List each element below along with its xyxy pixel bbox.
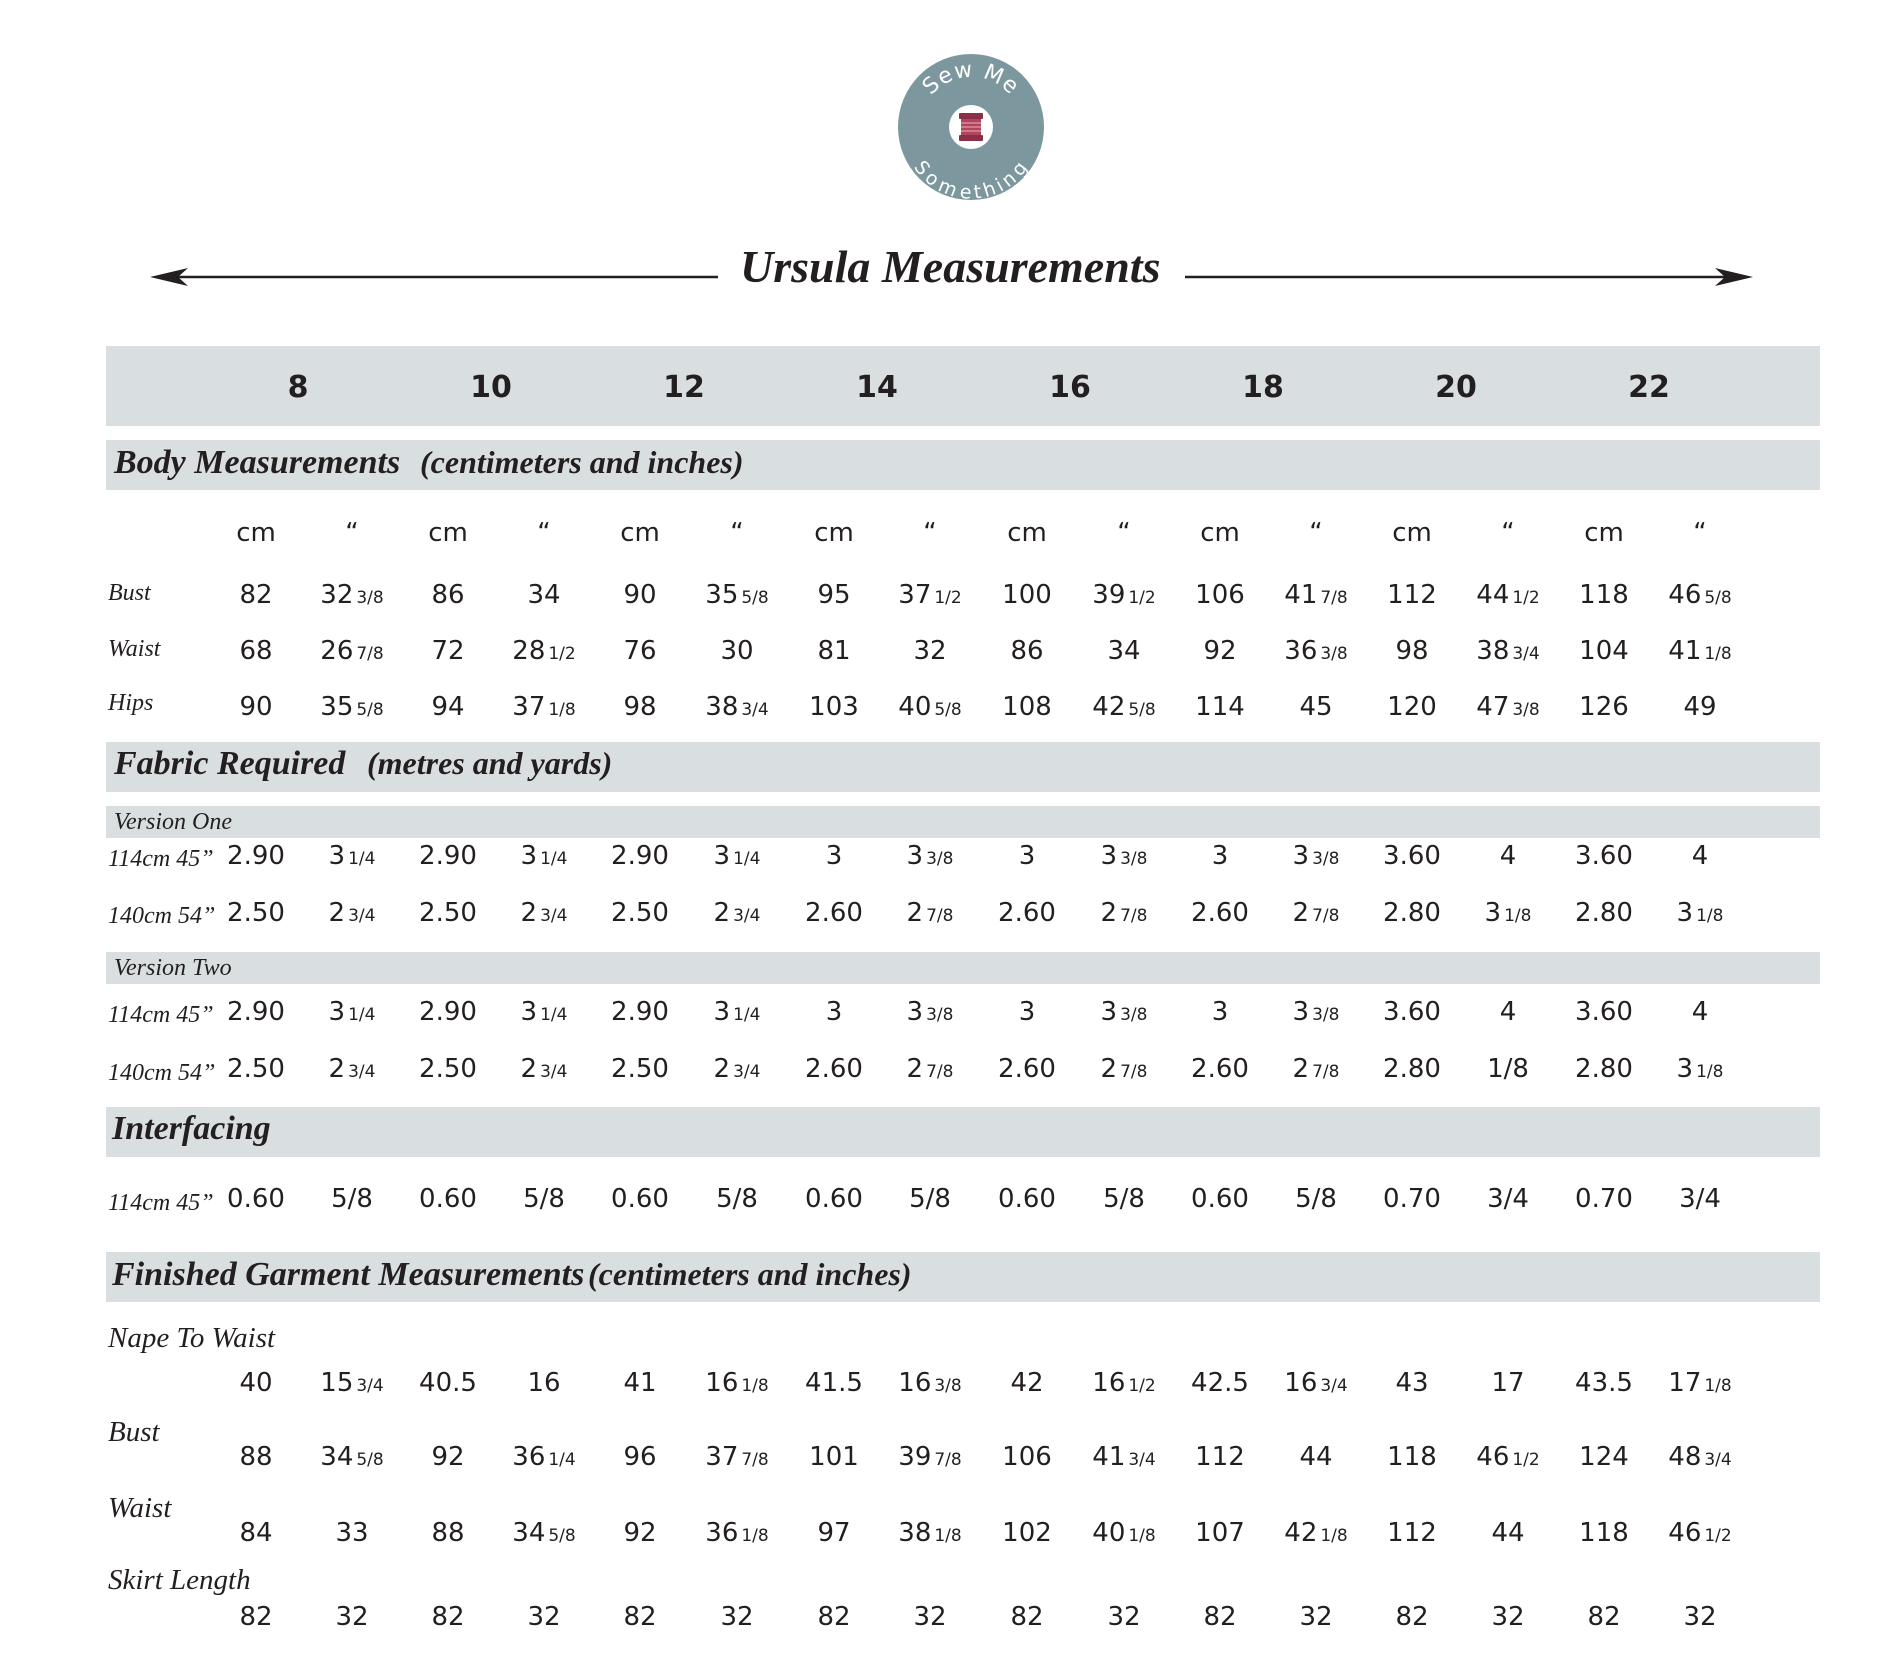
finished-row-value: 16 1/8: [705, 1368, 769, 1398]
interfacing-row-label: 114cm 45”: [108, 1190, 214, 1216]
body-row-value: 41 1/8: [1668, 636, 1732, 666]
body-row-value: 104: [1579, 636, 1629, 666]
body-section-title: Body Measurements: [114, 444, 401, 481]
finished-row-value: 44: [1299, 1442, 1333, 1472]
finished-row-value: 88: [239, 1442, 273, 1472]
finished-row-value: 32: [1299, 1602, 1333, 1632]
version-two-row-value: 2.80: [1383, 1054, 1441, 1084]
version-two-row-label: 114cm 45”: [108, 1002, 214, 1028]
interfacing-row-value: 5/8: [909, 1184, 951, 1214]
body-row-value: 90: [239, 692, 273, 722]
body-row-value: 120: [1387, 692, 1437, 722]
version-one-bar: [106, 806, 1820, 838]
finished-row-value: 32: [913, 1602, 947, 1632]
interfacing-row-value: 0.60: [998, 1184, 1056, 1214]
left-arrow-icon: [150, 262, 720, 292]
body-row-value: 38 3/4: [1476, 636, 1540, 666]
finished-row-value: 42: [1010, 1368, 1044, 1398]
finished-row-value: 32: [335, 1602, 369, 1632]
version-one-row-value: 3.60: [1383, 841, 1441, 871]
body-row-value: 86: [431, 580, 465, 610]
body-row-value: 38 3/4: [705, 692, 769, 722]
interfacing-row-value: 5/8: [1295, 1184, 1337, 1214]
page-title: Ursula Measurements: [740, 241, 1161, 292]
fabric-section-subtitle: (metres and yards): [367, 745, 613, 781]
version-two-row-value: 3.60: [1575, 997, 1633, 1027]
body-row-value: 72: [431, 636, 465, 666]
finished-row-value: 102: [1002, 1518, 1052, 1548]
version-two-row-value: 2.60: [805, 1054, 863, 1084]
body-row-value: 108: [1002, 692, 1052, 722]
body-row-value: 32 3/8: [320, 580, 384, 610]
version-one-row-value: 3 3/8: [1292, 841, 1340, 871]
version-two-row-value: 2 7/8: [1100, 1054, 1148, 1084]
version-one-row-value: 3 1/4: [328, 841, 376, 871]
unit-cm: cm: [236, 518, 276, 548]
finished-row-value: 17 1/8: [1668, 1368, 1732, 1398]
unit-inch: “: [1693, 518, 1707, 548]
version-two-row-value: 2.50: [227, 1054, 285, 1084]
body-row-value: 34: [527, 580, 561, 610]
finished-row-value: 44: [1491, 1518, 1525, 1548]
size-header: 8: [287, 370, 309, 405]
size-header-bar: [106, 346, 1820, 426]
unit-cm: cm: [620, 518, 660, 548]
version-two-row-value: 3 1/8: [1676, 1054, 1724, 1084]
version-two-label: Version Two: [114, 955, 232, 981]
body-row-value: 40 5/8: [898, 692, 962, 722]
finished-row-value: 46 1/2: [1668, 1518, 1732, 1548]
version-two-row-value: 3 3/8: [1100, 997, 1148, 1027]
finished-row-value: 82: [431, 1602, 465, 1632]
version-one-row-value: 2 7/8: [1100, 898, 1148, 928]
finished-row-value: 40: [239, 1368, 273, 1398]
body-row-value: 37 1/8: [512, 692, 576, 722]
finished-row-value: 41.5: [805, 1368, 863, 1398]
body-row-value: 35 5/8: [705, 580, 769, 610]
unit-inch: “: [1309, 518, 1323, 548]
finished-row-value: 96: [623, 1442, 657, 1472]
version-one-row-value: 3: [1211, 841, 1229, 871]
interfacing-row-value: 5/8: [523, 1184, 565, 1214]
version-two-row-value: 4: [1499, 997, 1517, 1027]
version-two-row-value: 2.90: [227, 997, 285, 1027]
unit-inch: “: [923, 518, 937, 548]
finished-row-value: 40 1/8: [1092, 1518, 1156, 1548]
finished-row-value: 37 7/8: [705, 1442, 769, 1472]
finished-row-value: 88: [431, 1518, 465, 1548]
size-header: 18: [1242, 370, 1284, 405]
finished-row-value: 101: [809, 1442, 859, 1472]
version-one-row-value: 3 3/8: [1100, 841, 1148, 871]
finished-row-value: 46 1/2: [1476, 1442, 1540, 1472]
version-two-row-value: 1/8: [1487, 1054, 1529, 1084]
finished-row-value: 82: [1010, 1602, 1044, 1632]
body-row-value: 76: [623, 636, 657, 666]
interfacing-row-value: 5/8: [716, 1184, 758, 1214]
version-two-bar: [106, 952, 1820, 984]
version-two-row-value: 3 3/8: [906, 997, 954, 1027]
body-row-value: 30: [720, 636, 754, 666]
finished-row-value: 118: [1579, 1518, 1629, 1548]
version-one-row-value: 2.90: [419, 841, 477, 871]
version-two-row-value: 2 3/4: [328, 1054, 376, 1084]
finished-row-label: Bust: [108, 1416, 160, 1448]
body-row-value: 126: [1579, 692, 1629, 722]
finished-row-value: 112: [1195, 1442, 1245, 1472]
version-one-label: Version One: [114, 809, 232, 835]
version-two-row-value: 2.60: [1191, 1054, 1249, 1084]
version-one-row-value: 2 7/8: [1292, 898, 1340, 928]
finished-row-label: Waist: [108, 1492, 172, 1524]
version-two-row-value: 2 3/4: [713, 1054, 761, 1084]
version-one-row-value: 2.60: [805, 898, 863, 928]
body-row-value: 44 1/2: [1476, 580, 1540, 610]
body-row-value: 81: [817, 636, 851, 666]
finished-row-value: 82: [623, 1602, 657, 1632]
finished-row-value: 32: [1491, 1602, 1525, 1632]
finished-row-value: 84: [239, 1518, 273, 1548]
body-row-value: 98: [623, 692, 657, 722]
unit-inch: “: [537, 518, 551, 548]
body-row-value: 106: [1195, 580, 1245, 610]
version-two-row-value: 2.60: [998, 1054, 1056, 1084]
size-header: 10: [470, 370, 512, 405]
unit-inch: “: [730, 518, 744, 548]
fabric-section-bar: [106, 742, 1820, 792]
version-two-row-value: 2.50: [611, 1054, 669, 1084]
finished-row-value: 39 7/8: [898, 1442, 962, 1472]
body-row-value: 86: [1010, 636, 1044, 666]
finished-row-value: 32: [527, 1602, 561, 1632]
finished-row-value: 16 3/8: [898, 1368, 962, 1398]
version-two-row-value: 3: [1211, 997, 1229, 1027]
finished-row-value: 16: [527, 1368, 561, 1398]
version-two-row-value: 3 3/8: [1292, 997, 1340, 1027]
version-two-row-value: 3: [825, 997, 843, 1027]
body-row-value: 94: [431, 692, 465, 722]
body-row-value: 26 7/8: [320, 636, 384, 666]
body-row-value: 98: [1395, 636, 1429, 666]
body-row-value: 36 3/8: [1284, 636, 1348, 666]
body-row-value: 34: [1107, 636, 1141, 666]
finished-row-value: 42.5: [1191, 1368, 1249, 1398]
finished-row-value: 107: [1195, 1518, 1245, 1548]
version-one-row-value: 3.60: [1575, 841, 1633, 871]
body-row-value: 100: [1002, 580, 1052, 610]
interfacing-row-value: 0.60: [611, 1184, 669, 1214]
version-one-row-value: 3 1/8: [1484, 898, 1532, 928]
size-header: 20: [1435, 370, 1477, 405]
finished-row-value: 48 3/4: [1668, 1442, 1732, 1472]
body-row-value: 95: [817, 580, 851, 610]
body-section-subtitle: (centimeters and inches): [420, 444, 744, 480]
version-one-row-value: 2 3/4: [713, 898, 761, 928]
body-row-value: 35 5/8: [320, 692, 384, 722]
interfacing-section-title: Interfacing: [112, 1110, 271, 1147]
body-row-value: 49: [1683, 692, 1717, 722]
version-one-row-value: 2 3/4: [520, 898, 568, 928]
spool-logo-icon: [897, 53, 1045, 201]
body-row-label: Hips: [108, 690, 154, 716]
body-row-value: 37 1/2: [898, 580, 962, 610]
version-two-row-value: 3 1/4: [328, 997, 376, 1027]
version-one-row-value: 3: [825, 841, 843, 871]
unit-inch: “: [1501, 518, 1515, 548]
version-one-row-value: 2.50: [419, 898, 477, 928]
unit-cm: cm: [1392, 518, 1432, 548]
version-two-row-value: 2 3/4: [520, 1054, 568, 1084]
finished-row-value: 43: [1395, 1368, 1429, 1398]
finished-row-value: 82: [1203, 1602, 1237, 1632]
version-one-row-value: 2.50: [611, 898, 669, 928]
finished-section-title: Finished Garment Measurements: [112, 1256, 585, 1293]
version-one-row-value: 3 3/8: [906, 841, 954, 871]
interfacing-row-value: 0.60: [1191, 1184, 1249, 1214]
version-one-row-label: 114cm 45”: [108, 846, 214, 872]
body-row-value: 47 3/8: [1476, 692, 1540, 722]
version-one-row-value: 3 1/8: [1676, 898, 1724, 928]
finished-row-value: 34 5/8: [320, 1442, 384, 1472]
finished-row-value: 43.5: [1575, 1368, 1633, 1398]
body-row-value: 28 1/2: [512, 636, 576, 666]
interfacing-row-value: 3/4: [1679, 1184, 1721, 1214]
body-row-value: 90: [623, 580, 657, 610]
version-one-row-value: 2.50: [227, 898, 285, 928]
unit-cm: cm: [1007, 518, 1047, 548]
finished-row-value: 124: [1579, 1442, 1629, 1472]
finished-row-value: 97: [817, 1518, 851, 1548]
finished-row-value: 16 3/4: [1284, 1368, 1348, 1398]
version-two-row-value: 2.90: [419, 997, 477, 1027]
interfacing-row-value: 0.70: [1575, 1184, 1633, 1214]
finished-row-value: 41: [623, 1368, 657, 1398]
unit-inch: “: [345, 518, 359, 548]
version-one-row-value: 2.80: [1575, 898, 1633, 928]
finished-row-value: 112: [1387, 1518, 1437, 1548]
version-two-row-value: 4: [1691, 997, 1709, 1027]
fabric-section-title: Fabric Required: [114, 745, 346, 782]
logo: [897, 53, 1045, 201]
finished-row-value: 41 3/4: [1092, 1442, 1156, 1472]
version-one-row-value: 3 1/4: [713, 841, 761, 871]
finished-row-value: 82: [817, 1602, 851, 1632]
finished-row-value: 17: [1491, 1368, 1525, 1398]
version-two-row-value: 2.80: [1575, 1054, 1633, 1084]
version-one-row-value: 2 7/8: [906, 898, 954, 928]
version-one-row-value: 2 3/4: [328, 898, 376, 928]
body-row-label: Waist: [108, 636, 161, 662]
body-row-value: 112: [1387, 580, 1437, 610]
version-two-row-value: 2.90: [611, 997, 669, 1027]
interfacing-row-value: 0.70: [1383, 1184, 1441, 1214]
version-one-row-value: 2.60: [1191, 898, 1249, 928]
interfacing-row-value: 5/8: [331, 1184, 373, 1214]
body-row-value: 82: [239, 580, 273, 610]
finished-row-value: 82: [1395, 1602, 1429, 1632]
body-row-value: 32: [913, 636, 947, 666]
body-row-value: 45: [1299, 692, 1333, 722]
body-row-value: 68: [239, 636, 273, 666]
body-row-label: Bust: [108, 580, 151, 606]
finished-row-value: 106: [1002, 1442, 1052, 1472]
version-one-row-label: 140cm 54”: [108, 903, 216, 929]
finished-row-value: 32: [720, 1602, 754, 1632]
finished-row-value: 36 1/4: [512, 1442, 576, 1472]
version-one-row-value: 4: [1691, 841, 1709, 871]
finished-row-label: Skirt Length: [108, 1564, 251, 1596]
version-two-row-value: 2.50: [419, 1054, 477, 1084]
finished-row-value: 92: [431, 1442, 465, 1472]
finished-row-label: Nape To Waist: [108, 1322, 276, 1354]
logo-text-bottom: Something: [909, 156, 1033, 201]
version-two-row-value: 3.60: [1383, 997, 1441, 1027]
version-one-row-value: 2.80: [1383, 898, 1441, 928]
finished-row-value: 82: [1587, 1602, 1621, 1632]
size-header: 12: [663, 370, 705, 405]
finished-row-value: 15 3/4: [320, 1368, 384, 1398]
unit-cm: cm: [428, 518, 468, 548]
interfacing-row-value: 3/4: [1487, 1184, 1529, 1214]
finished-section-subtitle: (centimeters and inches): [588, 1256, 912, 1292]
interfacing-row-value: 5/8: [1103, 1184, 1145, 1214]
interfacing-row-value: 0.60: [227, 1184, 285, 1214]
version-one-row-value: 2.90: [227, 841, 285, 871]
body-row-value: 39 1/2: [1092, 580, 1156, 610]
finished-row-value: 32: [1683, 1602, 1717, 1632]
body-row-value: 114: [1195, 692, 1245, 722]
version-one-row-value: 2.60: [998, 898, 1056, 928]
body-row-value: 103: [809, 692, 859, 722]
finished-row-value: 40.5: [419, 1368, 477, 1398]
logo-text-top: Sew Me: [917, 57, 1025, 100]
interfacing-row-value: 0.60: [805, 1184, 863, 1214]
version-one-row-value: 4: [1499, 841, 1517, 871]
unit-cm: cm: [814, 518, 854, 548]
unit-inch: “: [1117, 518, 1131, 548]
version-two-row-value: 3 1/4: [713, 997, 761, 1027]
finished-row-value: 82: [239, 1602, 273, 1632]
unit-cm: cm: [1200, 518, 1240, 548]
version-one-row-value: 3 1/4: [520, 841, 568, 871]
finished-row-value: 34 5/8: [512, 1518, 576, 1548]
size-header: 16: [1049, 370, 1091, 405]
finished-row-value: 32: [1107, 1602, 1141, 1632]
finished-row-value: 42 1/8: [1284, 1518, 1348, 1548]
finished-row-value: 92: [623, 1518, 657, 1548]
version-two-row-label: 140cm 54”: [108, 1060, 216, 1086]
finished-row-value: 33: [335, 1518, 369, 1548]
version-one-row-value: 3: [1018, 841, 1036, 871]
interfacing-section-bar: [106, 1107, 1820, 1157]
finished-row-value: 36 1/8: [705, 1518, 769, 1548]
size-header: 14: [856, 370, 898, 405]
size-header: 22: [1628, 370, 1670, 405]
right-arrow-icon: [1185, 262, 1755, 292]
body-row-value: 46 5/8: [1668, 580, 1732, 610]
finished-row-value: 38 1/8: [898, 1518, 962, 1548]
finished-row-value: 118: [1387, 1442, 1437, 1472]
version-two-row-value: 2 7/8: [906, 1054, 954, 1084]
finished-row-value: 16 1/2: [1092, 1368, 1156, 1398]
unit-cm: cm: [1584, 518, 1624, 548]
version-one-row-value: 2.90: [611, 841, 669, 871]
body-row-value: 42 5/8: [1092, 692, 1156, 722]
interfacing-row-value: 0.60: [419, 1184, 477, 1214]
version-two-row-value: 3 1/4: [520, 997, 568, 1027]
body-row-value: 92: [1203, 636, 1237, 666]
version-two-row-value: 3: [1018, 997, 1036, 1027]
version-two-row-value: 2 7/8: [1292, 1054, 1340, 1084]
body-row-value: 118: [1579, 580, 1629, 610]
body-row-value: 41 7/8: [1284, 580, 1348, 610]
